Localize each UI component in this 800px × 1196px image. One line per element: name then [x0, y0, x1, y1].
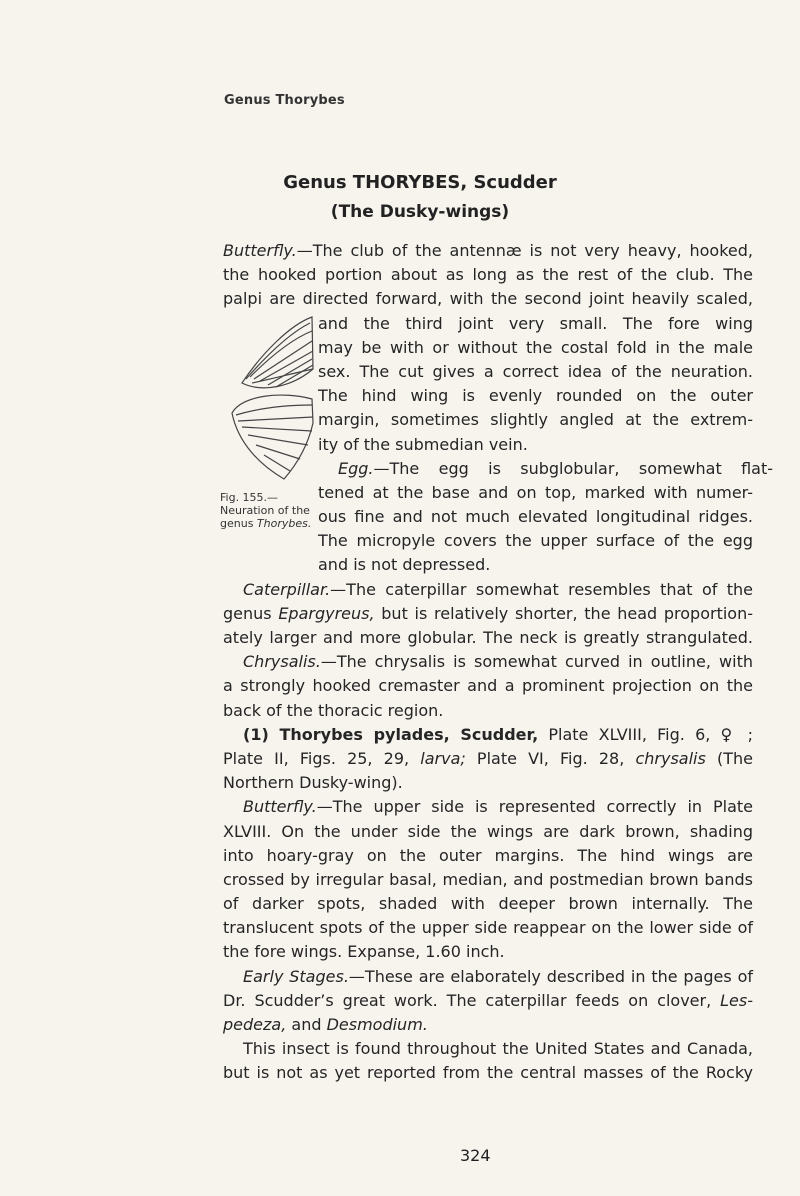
italic-text: pedeza,	[223, 1015, 287, 1034]
text-run: This insect is found throughout the United States and Canada,	[243, 1039, 753, 1059]
text-run: back of the thoracic region.	[223, 700, 444, 720]
text-run: Dr. Scudder’s great work. The caterpillar feeds on clover,	[223, 990, 721, 1010]
italic-text: Desmodium.	[326, 1015, 428, 1034]
text-run: palpi are directed forward, with the second joint heavily scaled,	[223, 289, 753, 309]
caption-genus: Thorybes.	[256, 517, 312, 530]
page-number: 324	[460, 1146, 491, 1165]
text-run: and the third joint very small. The fore wing	[318, 313, 753, 333]
text-run: The micropyle covers the upper surface of the egg	[318, 531, 753, 551]
running-head: Genus Thorybes	[224, 93, 345, 108]
text-line	[223, 1037, 753, 1061]
text-line	[223, 747, 753, 771]
italic-text: Les-	[720, 990, 753, 1010]
text-line	[318, 433, 753, 457]
text-line	[223, 1061, 753, 1085]
page-subtitle: (The Dusky-wings)	[330, 202, 510, 222]
text-run: XLVIII. On the under side the wings are dark brown, shading	[223, 821, 753, 841]
italic-text: chrysalis	[635, 748, 706, 768]
text-line	[223, 674, 753, 698]
text-run: ity of the submedian vein.	[318, 434, 528, 454]
text-line	[318, 312, 753, 336]
text-run: and is not depressed.	[318, 555, 491, 575]
text-run: ous fine and not much elevated longitudinal ridges.	[318, 507, 753, 527]
text-line	[318, 553, 753, 577]
text-line	[223, 989, 753, 1013]
text-run: —The caterpillar somewhat resembles that of the	[330, 579, 753, 599]
text-line	[223, 795, 753, 819]
text-line	[223, 287, 753, 311]
italic-text: Caterpillar.	[243, 579, 331, 599]
text-run: translucent spots of the upper side reappear on the lower side of	[223, 918, 753, 938]
italic-text: Chrysalis.	[243, 652, 321, 672]
text-line	[318, 529, 753, 553]
bold-text: (1) Thorybes pylades, Scudder,	[243, 724, 539, 744]
text-line	[223, 723, 753, 747]
text-run: margin, sometimes slightly angled at the extrem-	[318, 410, 753, 430]
text-line	[223, 602, 753, 626]
text-line	[223, 965, 753, 989]
caption-text: genus	[220, 517, 257, 530]
body-text	[223, 239, 773, 1086]
text-run: The hind wing is evenly rounded on the outer	[318, 386, 753, 406]
text-line	[223, 820, 753, 844]
page-title: Genus THORYBES, Scudder	[283, 172, 557, 193]
text-run: crossed by irregular basal, median, and postmedian brown bands	[223, 869, 753, 889]
text-run: into hoary-gray on the outer margins. The hind wings are	[223, 845, 753, 865]
italic-text: Early Stages.	[243, 966, 349, 986]
text-run: —The club of the antennæ is not very heavy, hooked,	[296, 241, 753, 260]
text-run: tened at the base and on top, marked with numer-	[318, 482, 753, 502]
italic-text: Epargyreus,	[278, 603, 375, 623]
text-line	[223, 626, 753, 650]
text-run: (The	[705, 748, 753, 768]
text-line	[223, 239, 753, 263]
text-run: and	[286, 1015, 327, 1034]
text-line	[223, 650, 753, 674]
text-run: ately larger and more globular. The neck is greatly strangulated.	[223, 628, 753, 647]
text-run: —The egg is subglobular, somewhat flat-	[373, 458, 773, 478]
text-run: but is not as yet reported from the central masses of the Rocky	[223, 1063, 753, 1083]
caption-line: Neuration of the	[220, 504, 310, 517]
text-line	[223, 844, 753, 868]
text-line	[223, 263, 753, 287]
text-line	[223, 940, 753, 964]
text-run: —The chrysalis is somewhat curved in outline, with	[320, 652, 753, 672]
text-line	[223, 1013, 753, 1037]
text-line	[318, 384, 753, 408]
text-run: sex. The cut gives a correct idea of the neuration.	[318, 361, 753, 381]
text-run: genus	[223, 603, 279, 623]
italic-text: Egg.	[338, 458, 374, 478]
text-run: Northern Dusky-wing).	[223, 773, 403, 793]
text-run: Plate VI, Fig. 28,	[465, 748, 636, 768]
text-run: the fore wings. Expanse, 1.60 inch.	[223, 942, 505, 962]
text-run: but is relatively shorter, the head proportion-	[374, 603, 753, 623]
text-line	[223, 771, 753, 795]
text-run: —The upper side is represented correctly in Plate	[316, 797, 753, 817]
italic-text: larva;	[420, 748, 466, 768]
text-line	[318, 505, 753, 529]
text-line	[223, 868, 753, 892]
text-line	[223, 578, 753, 602]
text-line	[223, 892, 753, 916]
text-run: Plate II, Figs. 25, 29,	[223, 748, 421, 768]
text-line	[318, 408, 753, 432]
text-line	[223, 916, 753, 940]
text-line	[318, 457, 773, 481]
italic-text: Butterfly.	[223, 241, 297, 260]
text-line	[318, 360, 753, 384]
text-run: the hooked portion about as long as the rest of the club. The	[223, 265, 753, 285]
text-run: a strongly hooked cremaster and a prominent projection on the	[223, 676, 753, 696]
text-run: may be with or without the costal fold in the male	[318, 337, 753, 357]
text-line	[318, 481, 753, 505]
text-run: of darker spots, shaded with deeper brown internally. The	[223, 894, 753, 914]
text-run: Plate XLVIII, Fig. 6, ♀ ;	[538, 724, 754, 744]
text-line	[223, 699, 753, 723]
caption-line: Fig. 155.—	[220, 491, 279, 504]
text-run: —These are elaborately described in the pages of	[348, 966, 753, 986]
text-line	[318, 336, 753, 360]
italic-text: Butterfly.	[243, 797, 317, 817]
